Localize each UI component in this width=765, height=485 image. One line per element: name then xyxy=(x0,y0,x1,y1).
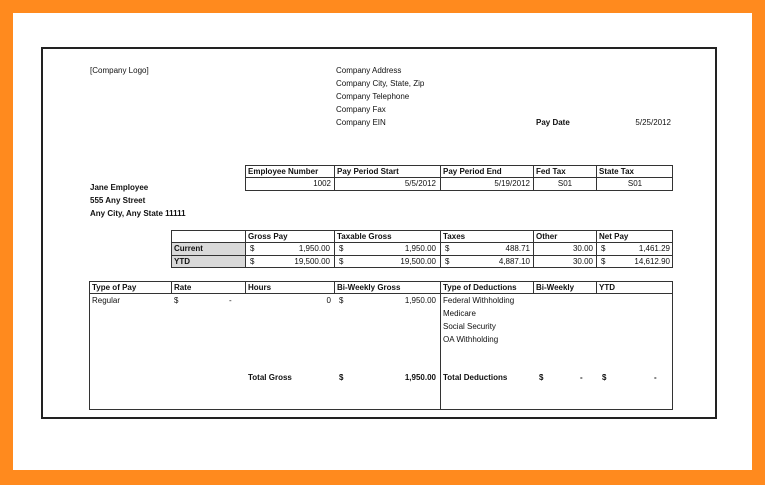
pay-period-start-value: 5/5/2012 xyxy=(404,179,436,188)
current-taxable-gross: 1,950.00 xyxy=(404,244,436,253)
total-biweekly-value: - xyxy=(580,373,583,382)
header-type-of-deductions: Type of Deductions xyxy=(443,283,517,292)
company-address: Company Address xyxy=(336,66,402,75)
employee-name: Jane Employee xyxy=(90,183,149,192)
currency-symbol: $ xyxy=(445,257,450,266)
total-deductions-label: Total Deductions xyxy=(443,373,508,382)
company-city-state-zip: Company City, State, Zip xyxy=(336,79,425,88)
current-other: 30.00 xyxy=(572,244,593,253)
header-type-of-pay: Type of Pay xyxy=(92,283,137,292)
header-fed-tax: Fed Tax xyxy=(536,167,566,176)
header-hours: Hours xyxy=(248,283,272,292)
ytd-other: 30.00 xyxy=(572,257,593,266)
currency-symbol: $ xyxy=(601,257,606,266)
header-pay-period-end: Pay Period End xyxy=(443,167,502,176)
deduction-oa-withholding: OA Withholding xyxy=(443,335,499,344)
employee-city: Any City, Any State 11111 xyxy=(90,209,186,218)
header-other: Other xyxy=(536,232,558,241)
company-ein: Company EIN xyxy=(336,118,386,127)
state-tax-value: S01 xyxy=(627,179,643,188)
total-biweekly-currency: $ xyxy=(539,373,544,382)
fed-tax-value: S01 xyxy=(557,179,573,188)
employee-number-value: 1002 xyxy=(313,179,331,188)
current-taxes: 488.71 xyxy=(505,244,530,253)
currency-symbol: $ xyxy=(445,244,450,253)
pay-date-label: Pay Date xyxy=(536,118,570,127)
deduction-medicare: Medicare xyxy=(443,309,476,318)
pay-type-regular: Regular xyxy=(92,296,121,305)
company-logo-placeholder: [Company Logo] xyxy=(90,66,149,75)
header-deductions-bi-weekly: Bi-Weekly xyxy=(536,283,575,292)
company-telephone: Company Telephone xyxy=(336,92,410,101)
gross-value: 1,950.00 xyxy=(404,296,436,305)
current-gross-pay: 1,950.00 xyxy=(298,244,330,253)
deduction-federal-withholding: Federal Withholding xyxy=(443,296,515,305)
rate-currency: $ xyxy=(174,296,179,305)
header-bi-weekly-gross: Bi-Weekly Gross xyxy=(337,283,401,292)
currency-symbol: $ xyxy=(250,257,255,266)
current-net-pay: 1,461.29 xyxy=(638,244,670,253)
header-deductions-ytd: YTD xyxy=(599,283,615,292)
currency-symbol: $ xyxy=(250,244,255,253)
pay-date-value: 5/25/2012 xyxy=(635,118,671,127)
header-gross-pay: Gross Pay xyxy=(248,232,288,241)
hours-value: 0 xyxy=(326,296,331,305)
currency-symbol: $ xyxy=(601,244,606,253)
employee-street: 555 Any Street xyxy=(90,196,146,205)
ytd-taxes: 4,887.10 xyxy=(498,257,530,266)
header-taxable-gross: Taxable Gross xyxy=(337,232,392,241)
deduction-social-security: Social Security xyxy=(443,322,496,331)
total-gross-label: Total Gross xyxy=(248,373,292,382)
rate-value: - xyxy=(229,296,232,305)
pay-stub-document xyxy=(41,47,717,419)
ytd-net-pay: 14,612.90 xyxy=(634,257,670,266)
total-gross-currency: $ xyxy=(339,373,344,382)
gross-currency: $ xyxy=(339,296,344,305)
pay-period-end-value: 5/19/2012 xyxy=(494,179,530,188)
header-taxes: Taxes xyxy=(443,232,466,241)
header-rate: Rate xyxy=(174,283,192,292)
header-net-pay: Net Pay xyxy=(599,232,629,241)
ytd-taxable-gross: 19,500.00 xyxy=(400,257,436,266)
total-ytd-currency: $ xyxy=(602,373,607,382)
ytd-gross-pay: 19,500.00 xyxy=(294,257,330,266)
company-fax: Company Fax xyxy=(336,105,386,114)
currency-symbol: $ xyxy=(339,244,344,253)
header-state-tax: State Tax xyxy=(599,167,634,176)
row-label-current: Current xyxy=(174,244,203,253)
header-employee-number: Employee Number xyxy=(248,167,319,176)
header-pay-period-start: Pay Period Start xyxy=(337,167,399,176)
total-ytd-value: - xyxy=(654,373,657,382)
row-label-ytd: YTD xyxy=(174,257,190,266)
total-gross-value: 1,950.00 xyxy=(404,373,436,382)
currency-symbol: $ xyxy=(339,257,344,266)
